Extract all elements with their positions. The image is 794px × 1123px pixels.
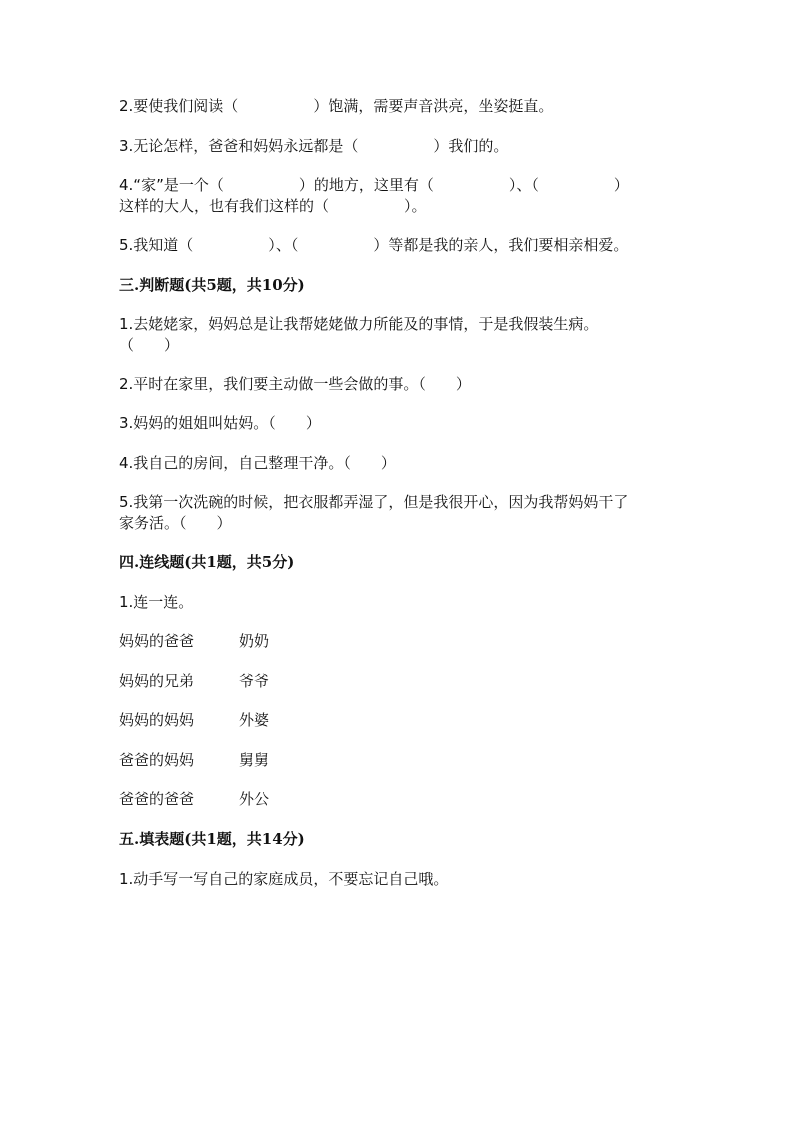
fill-blank-question-5: 5.我知道（ ）、（ ）等都是我的亲人，我们要相亲相爱。 <box>119 236 629 254</box>
judge-question-1: 1.去姥姥家，妈妈总是让我帮姥姥做力所能及的事情，于是我假装生病。 （ ） <box>119 315 599 354</box>
match-right-item[interactable]: 舅舅 <box>239 751 270 769</box>
fill-blank-question-2: 2.要使我们阅读（ ）饱满，需要声音洪亮，坐姿挺直。 <box>119 97 554 115</box>
match-prompt: 1.连一连。 <box>119 593 194 611</box>
section-heading-match: 四.连线题(共1题，共5分) <box>119 553 295 571</box>
section-heading-table: 五.填表题(共1题，共14分) <box>119 830 305 848</box>
match-left-item[interactable]: 妈妈的爸爸 <box>119 632 195 650</box>
match-right-item[interactable]: 爷爷 <box>239 672 270 690</box>
match-left-item[interactable]: 爸爸的妈妈 <box>119 751 195 769</box>
match-left-item[interactable]: 妈妈的妈妈 <box>119 711 195 729</box>
fill-blank-question-3: 3.无论怎样，爸爸和妈妈永远都是（ ）我们的。 <box>119 137 509 155</box>
match-left-item[interactable]: 妈妈的兄弟 <box>119 672 195 690</box>
judge-question-4: 4.我自己的房间，自己整理干净。（ ） <box>119 454 396 472</box>
judge-question-5: 5.我第一次洗碗的时候，把衣服都弄湿了，但是我很开心，因为我帮妈妈干了 家务活。（ ） <box>119 493 629 532</box>
match-right-item[interactable]: 奶奶 <box>239 632 270 650</box>
section-heading-judge: 三.判断题(共5题，共10分) <box>119 276 305 294</box>
match-right-item[interactable]: 外婆 <box>239 711 270 729</box>
table-prompt: 1.动手写一写自己的家庭成员，不要忘记自己哦。 <box>119 870 449 888</box>
match-right-item[interactable]: 外公 <box>239 790 270 808</box>
fill-blank-question-4: 4.“家”是一个（ ）的地方，这里有（ ）、（ ） 这样的大人，也有我们这样的（ ）。 <box>119 176 629 215</box>
judge-question-3: 3.妈妈的姐姐叫姑妈。（ ） <box>119 414 321 432</box>
match-left-item[interactable]: 爸爸的爸爸 <box>119 790 195 808</box>
judge-question-2: 2.平时在家里，我们要主动做一些会做的事。（ ） <box>119 375 471 393</box>
